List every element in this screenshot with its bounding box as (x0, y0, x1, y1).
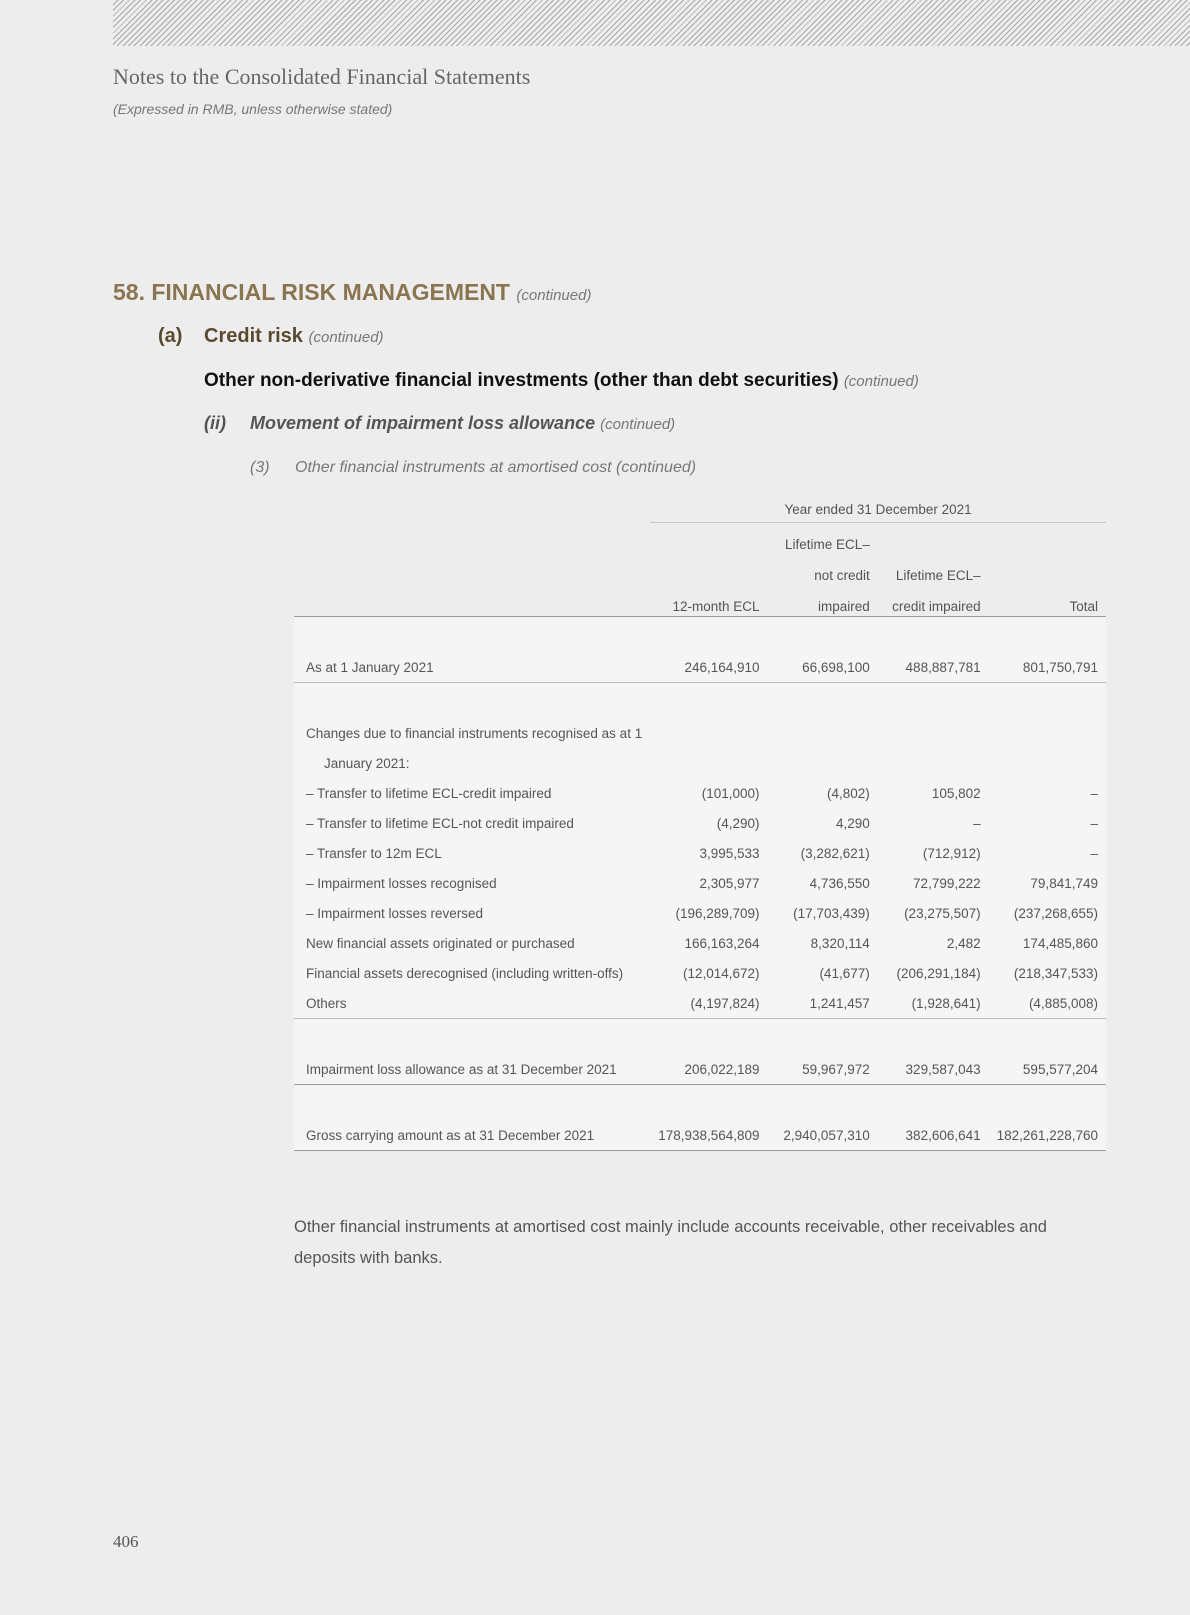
row-label: – Transfer to 12m ECL (306, 845, 442, 861)
cell-value: 4,736,550 (809, 875, 870, 891)
cell-value: – (1090, 815, 1098, 831)
cell-value: 2,305,977 (699, 875, 760, 891)
sub-topic-title: Movement of impairment loss allowance (250, 413, 596, 433)
cell-value (989, 748, 1106, 778)
cell-value: (4,802) (826, 785, 870, 801)
cell-value: – (1090, 845, 1098, 861)
table-row (294, 928, 1106, 958)
cell-value: 2,940,057,310 (768, 1120, 878, 1151)
column-header: not credit (768, 554, 878, 585)
spacer-row (294, 1085, 1106, 1121)
sub-topic-heading (204, 413, 675, 434)
cell-value: 801,750,791 (989, 652, 1106, 683)
cell-value (650, 718, 767, 748)
cell-value: 2,482 (946, 935, 981, 951)
period-header-row (294, 496, 1106, 523)
cell-value: 8,320,114 (810, 935, 870, 951)
decorative-hatch-banner (113, 0, 1190, 46)
cell-value: (4,290) (716, 815, 760, 831)
cell-value: 488,887,781 (878, 652, 989, 683)
row-label: Impairment loss allowance as at 31 December 2021 (294, 1054, 650, 1085)
footnote-text: Other financial instruments at amortised cost mainly include accounts receivable, other receivables and deposits with banks. (294, 1218, 1047, 1267)
table-row (294, 652, 1106, 683)
spacer-row (294, 1019, 1106, 1055)
cell-value (878, 718, 989, 748)
table-row (294, 838, 1106, 868)
page-number: 406 (113, 1532, 139, 1551)
cell-value: (1,928,641) (878, 988, 989, 1019)
cell-value: 166,163,264 (684, 935, 760, 951)
cell-value (989, 718, 1106, 748)
topic-heading (204, 370, 919, 392)
subsection-title: Credit risk (204, 325, 303, 347)
cell-value: 59,967,972 (768, 1054, 878, 1085)
cell-value: – (973, 815, 981, 831)
column-header (878, 523, 989, 555)
cell-value (768, 718, 878, 748)
cell-value: (712,912) (922, 845, 981, 861)
cell-value: (12,014,672) (683, 965, 760, 981)
row-label: – Transfer to lifetime ECL-not credit impaired (306, 815, 574, 831)
sub-topic-number: (ii) (204, 413, 226, 433)
table-row (294, 1054, 1106, 1085)
row-label: – Impairment losses recognised (306, 875, 497, 891)
table-row (294, 898, 1106, 928)
topic-title: Other non-derivative financial investments (other than debt securities) (204, 370, 839, 391)
cell-value: (218,347,533) (1013, 965, 1098, 981)
row-label: – Transfer to lifetime ECL-credit impaired (306, 785, 552, 801)
section-heading (113, 279, 591, 306)
impairment-table (294, 496, 1106, 1151)
cell-value: 79,841,749 (1030, 875, 1098, 891)
cell-value: 329,587,043 (878, 1054, 989, 1085)
cell-value: 72,799,222 (913, 875, 981, 891)
spacer-row (294, 683, 1106, 719)
column-header: 12-month ECL (650, 585, 767, 617)
cell-value (650, 748, 767, 778)
table-row (294, 958, 1106, 988)
cell-value: (4,885,008) (989, 988, 1106, 1019)
subsection-heading (158, 325, 384, 348)
cell-value: 3,995,533 (699, 845, 760, 861)
cell-value: (23,275,507) (904, 905, 981, 921)
cell-value: 174,485,860 (1022, 935, 1098, 951)
cell-value: 105,802 (931, 785, 981, 801)
column-header: Lifetime ECL– (768, 523, 878, 555)
section-title: 58. FINANCIAL RISK MANAGEMENT (113, 279, 510, 305)
column-header (989, 523, 1106, 555)
cell-value: – (1090, 785, 1098, 801)
period-header: Year ended 31 December 2021 (650, 496, 1106, 523)
cell-value: (4,197,824) (650, 988, 767, 1019)
cell-value (768, 748, 878, 778)
column-header-row-2 (294, 554, 1106, 585)
document-subtitle: (Expressed in RMB, unless otherwise stated) (113, 101, 393, 117)
table-row (294, 1120, 1106, 1151)
row-label: Financial assets derecognised (including written-offs) (306, 965, 624, 981)
cell-value: (196,289,709) (675, 905, 760, 921)
document-title: Notes to the Consolidated Financial Statements (113, 64, 531, 89)
item-number: (3) (250, 459, 270, 476)
cell-value: 246,164,910 (650, 652, 767, 683)
column-header-row-1 (294, 523, 1106, 555)
continued-label: (continued) (308, 329, 384, 346)
column-header-row-3 (294, 585, 1106, 617)
table-row (294, 988, 1106, 1019)
column-header: credit impaired (878, 585, 989, 617)
continued-label: (continued) (600, 416, 676, 433)
row-label: Gross carrying amount as at 31 December 2021 (294, 1120, 650, 1151)
table-row (294, 718, 1106, 748)
table-row (294, 748, 1106, 778)
cell-value: (206,291,184) (896, 965, 981, 981)
column-header: Total (989, 585, 1106, 617)
cell-value: (41,677) (819, 965, 870, 981)
row-label: As at 1 January 2021 (294, 652, 650, 683)
cell-value: (17,703,439) (793, 905, 870, 921)
row-label: New financial assets originated or purchased (306, 935, 575, 951)
cell-value: 1,241,457 (768, 988, 878, 1019)
item-title: Other financial instruments at amortised cost (continued) (295, 459, 697, 476)
continued-label: (continued) (843, 373, 919, 390)
cell-value: 382,606,641 (878, 1120, 989, 1151)
cell-value: 66,698,100 (768, 652, 878, 683)
cell-value: 595,577,204 (989, 1054, 1106, 1085)
table-row (294, 778, 1106, 808)
row-label: – Impairment losses reversed (306, 905, 484, 921)
cell-value: 178,938,564,809 (650, 1120, 767, 1151)
continued-label: (continued) (516, 287, 592, 304)
cell-value: (237,268,655) (1013, 905, 1098, 921)
cell-value: 206,022,189 (650, 1054, 767, 1085)
column-header (989, 554, 1106, 585)
table-row (294, 808, 1106, 838)
cell-value: (3,282,621) (800, 845, 870, 861)
column-header (650, 554, 767, 585)
item-heading (250, 459, 696, 477)
column-header (650, 523, 767, 555)
column-header: impaired (768, 585, 878, 617)
table-row (294, 868, 1106, 898)
cell-value: (101,000) (701, 785, 760, 801)
row-label: Changes due to financial instruments recognised as at 1 (306, 725, 643, 741)
column-header: Lifetime ECL– (878, 554, 989, 585)
row-label: January 2021: (324, 755, 410, 771)
cell-value (878, 748, 989, 778)
cell-value: 182,261,228,760 (989, 1120, 1106, 1151)
subsection-number: (a) (158, 325, 183, 347)
cell-value: 4,290 (835, 815, 870, 831)
spacer-row (294, 617, 1106, 653)
row-label: Others (294, 988, 650, 1019)
